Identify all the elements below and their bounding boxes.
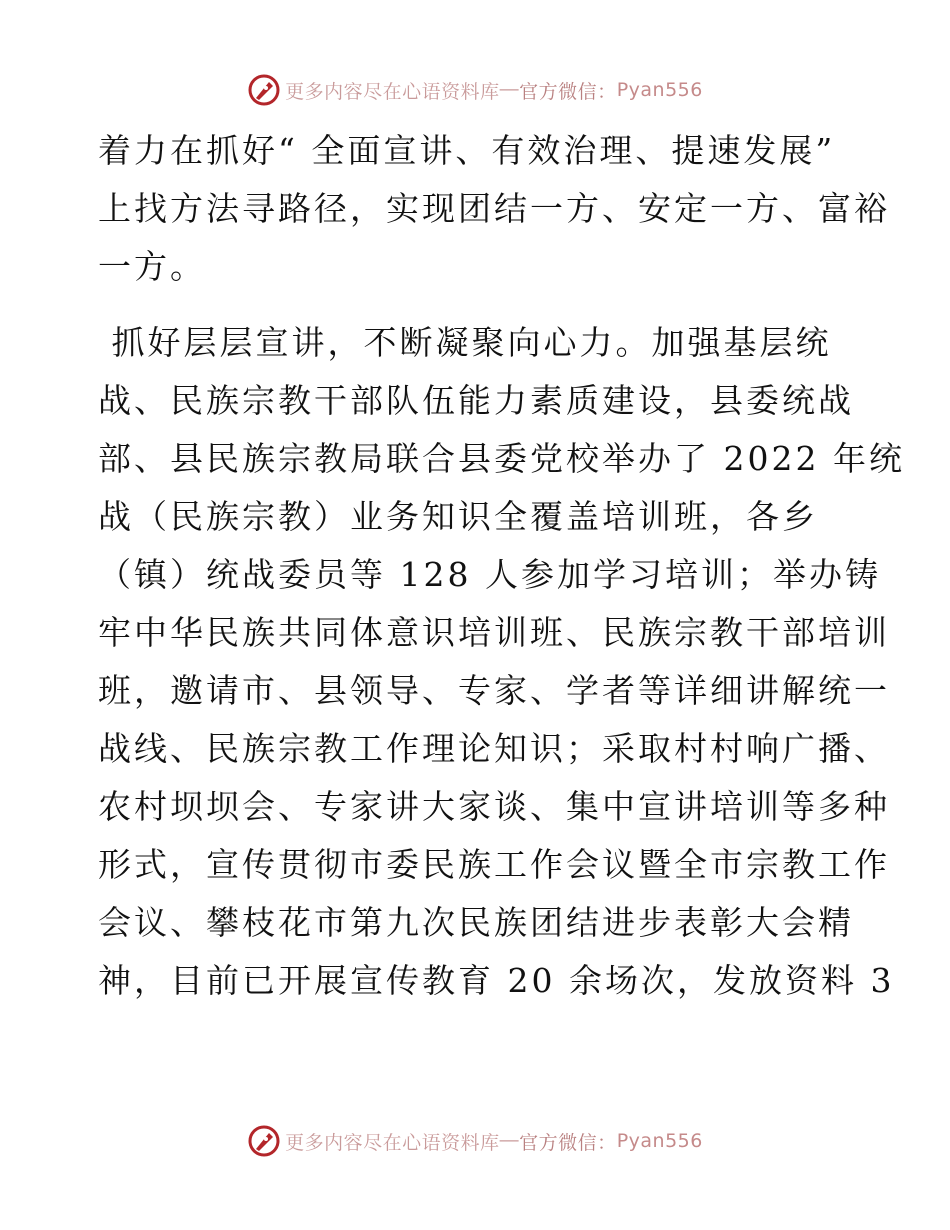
header-banner xyxy=(0,70,950,110)
text-line: 着力在抓好“ 全面宣讲、有效治理、提速发展” xyxy=(98,131,836,170)
banner-wechat-id: Pyan556 xyxy=(616,79,703,101)
footer-banner xyxy=(0,1121,950,1161)
text-line: 上找方法寻路径，实现团结一方、安定一方、富裕 xyxy=(98,189,890,228)
text-line: 农村坝坝会、专家讲大家谈、集中宣讲培训等多种 xyxy=(98,787,890,826)
text-line: 会议、攀枝花市第九次民族团结进步表彰大会精 xyxy=(98,903,854,942)
text-line: 抓好层层宣讲，不断凝聚向心力。加强基层统 xyxy=(98,323,832,362)
text-line: 神，目前已开展宣传教育 20 余场次，发放资料 3 xyxy=(98,961,895,1000)
text-line: 战（民族宗教）业务知识全覆盖培训班，各乡 xyxy=(98,497,818,536)
paragraph-1 xyxy=(98,122,890,296)
banner-wechat-id: Pyan556 xyxy=(616,1130,703,1152)
banner-wechat-label: 官方微信： xyxy=(519,81,617,103)
text-line: 战线、民族宗教工作理论知识；采取村村响广播、 xyxy=(98,729,890,768)
pen-nib-logo-icon xyxy=(247,1124,281,1158)
text-line: 班，邀请市、县领导、专家、学者等详细讲解统一 xyxy=(98,671,890,710)
text-line: 战、民族宗教干部队伍能力素质建设，县委统战 xyxy=(98,381,854,420)
banner-wechat-label: 官方微信： xyxy=(519,1132,617,1154)
banner-dash: — xyxy=(499,1130,520,1151)
pen-nib-logo-icon xyxy=(247,73,281,107)
text-line: 部、县民族宗教局联合县委党校举办了 2022 年统 xyxy=(98,439,905,478)
text-line: （镇）统战委员等 128 人参加学习培训；举办铸 xyxy=(98,555,881,594)
text-line: 牢中华民族共同体意识培训班、民族宗教干部培训 xyxy=(98,613,890,652)
text-line: 形式，宣传贯彻市委民族工作会议暨全市宗教工作 xyxy=(98,845,890,884)
banner-dash: — xyxy=(499,79,520,100)
banner-main-text: 更多内容尽在心语资料库 xyxy=(285,1132,500,1154)
document-body xyxy=(98,122,905,1010)
banner-main-text: 更多内容尽在心语资料库 xyxy=(285,81,500,103)
paragraph-2 xyxy=(98,314,905,1010)
text-line: 一方。 xyxy=(98,247,206,286)
